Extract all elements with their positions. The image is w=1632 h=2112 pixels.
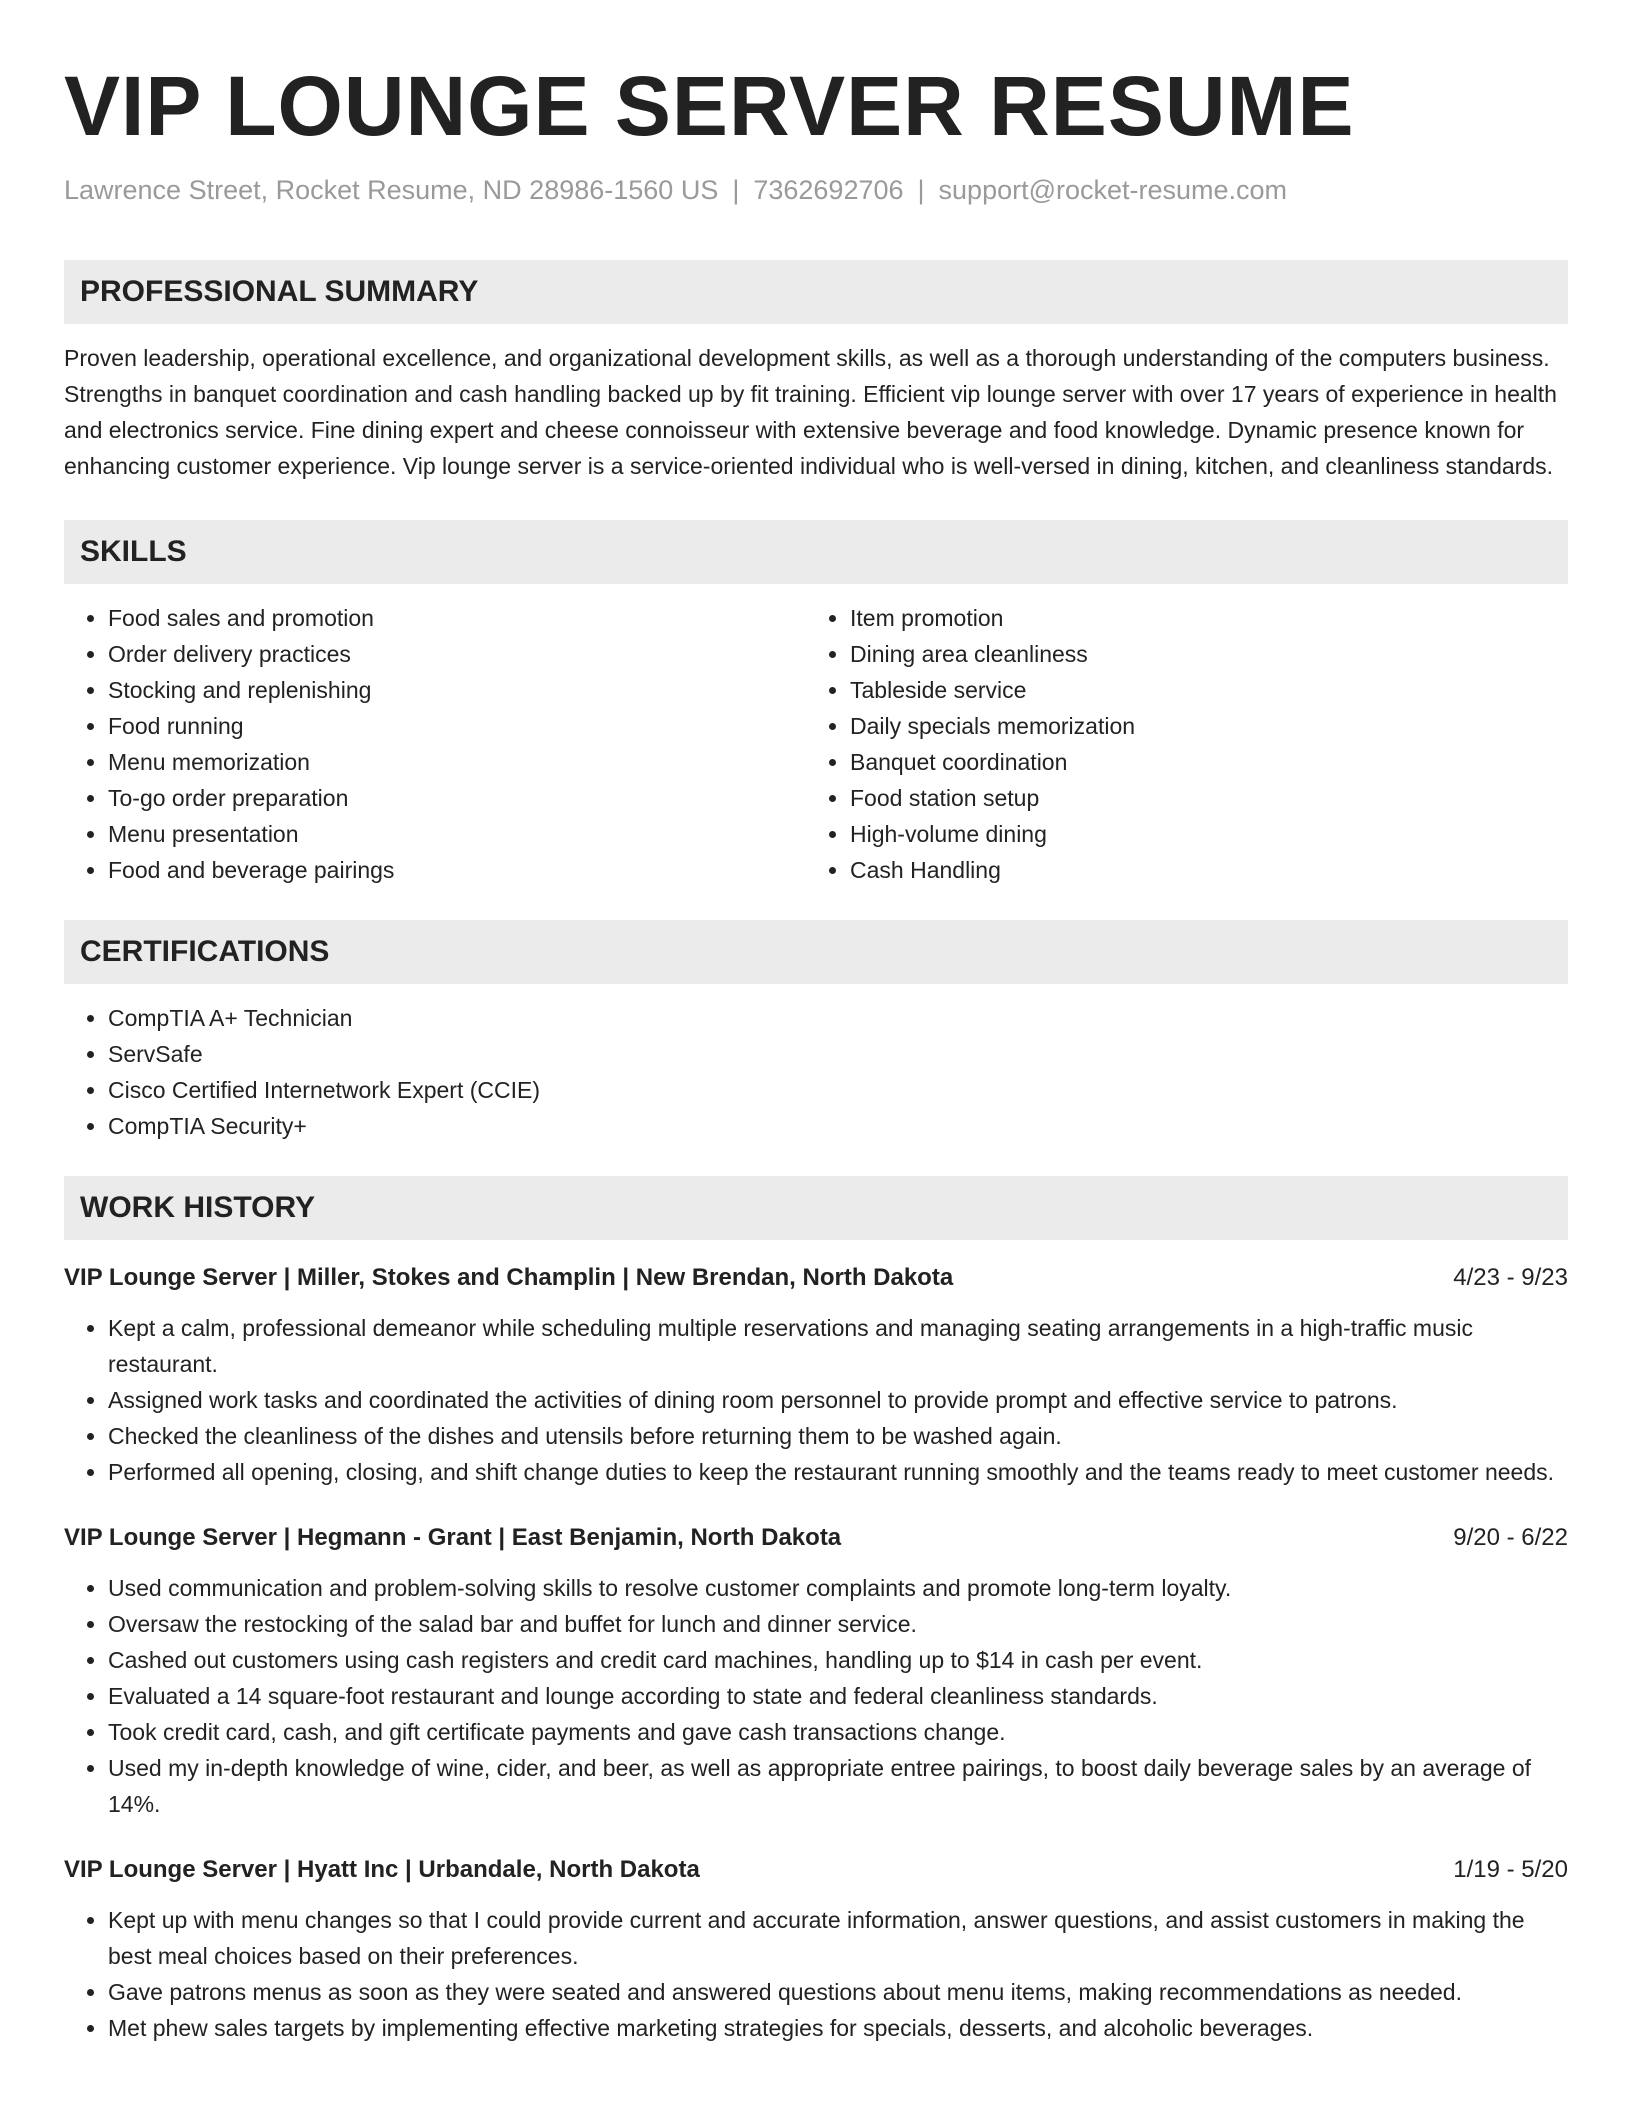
job-bullet: • Gave patrons menus as soon as they were seated and answered questions about menu items, making recommendations as needed.: [108, 1974, 1568, 2010]
job-dates: 4/23 - 9/23: [1453, 1264, 1568, 1291]
job-bullet: • Used my in-depth knowledge of wine, cider, and beer, as well as appropriate entree pairings, to boost daily beverage sales by an average of 14%.: [108, 1750, 1568, 1822]
job-title: VIP Lounge Server | Hegmann - Grant | East Benjamin, North Dakota: [64, 1524, 842, 1551]
job-bullet: • Oversaw the restocking of the salad bar and buffet for lunch and dinner service.: [108, 1606, 1568, 1642]
skills-list-right: [806, 600, 1548, 888]
job-entry: [64, 1520, 1568, 1822]
job-bullet: • Cashed out customers using cash registers and credit card machines, handling up to $14 in cash per event.: [108, 1642, 1568, 1678]
skill-item: • To-go order preparation: [108, 780, 806, 816]
certification-item: • ServSafe: [108, 1036, 1568, 1072]
section-header-certifications: CERTIFICATIONS: [64, 920, 1568, 984]
skills-columns: [64, 600, 1568, 888]
certifications-list: [64, 1000, 1568, 1144]
job-bullet: • Checked the cleanliness of the dishes and utensils before returning them to be washed again.: [108, 1418, 1568, 1454]
skill-item: • Daily specials memorization: [850, 708, 1548, 744]
skill-item: • Food station setup: [850, 780, 1548, 816]
job-header: [64, 1520, 1568, 1556]
job-bullet: • Took credit card, cash, and gift certificate payments and gave cash transactions change.: [108, 1714, 1568, 1750]
job-title: VIP Lounge Server | Hyatt Inc | Urbandale, North Dakota: [64, 1856, 700, 1883]
job-entry: [64, 1260, 1568, 1490]
skill-item: • Cash Handling: [850, 852, 1548, 888]
skill-item: • Item promotion: [850, 600, 1548, 636]
contact-address: Lawrence Street, Rocket Resume, ND 28986-1560 US: [64, 175, 719, 205]
skill-item: • Food running: [108, 708, 806, 744]
job-bullet: • Used communication and problem-solving skills to resolve customer complaints and promote long-term loyalty.: [108, 1570, 1568, 1606]
job-bullet: • Performed all opening, closing, and shift change duties to keep the restaurant running smoothly and the teams ready to meet customer needs.: [108, 1454, 1568, 1490]
section-header-work-history: WORK HISTORY: [64, 1176, 1568, 1240]
section-header-summary: PROFESSIONAL SUMMARY: [64, 260, 1568, 324]
skill-item: • Food sales and promotion: [108, 600, 806, 636]
contact-separator: |: [732, 175, 740, 205]
skill-item: • Stocking and replenishing: [108, 672, 806, 708]
job-entry: [64, 1852, 1568, 2046]
skills-list-left: [64, 600, 806, 888]
job-bullet: • Kept up with menu changes so that I could provide current and accurate information, answer questions, and assist customers in making the best meal choices based on their preferences.: [108, 1902, 1568, 1974]
certification-item: • Cisco Certified Internetwork Expert (CCIE): [108, 1072, 1568, 1108]
certification-item: • CompTIA A+ Technician: [108, 1000, 1568, 1036]
certification-item: • CompTIA Security+: [108, 1108, 1568, 1144]
skill-item: • Menu presentation: [108, 816, 806, 852]
job-bullet: • Kept a calm, professional demeanor while scheduling multiple reservations and managing seating arrangements in a high-traffic music restaurant.: [108, 1310, 1568, 1382]
contact-phone: 7362692706: [753, 175, 904, 205]
skill-item: • Dining area cleanliness: [850, 636, 1548, 672]
contact-line: [64, 172, 1568, 208]
contact-separator: |: [917, 175, 925, 205]
job-header: [64, 1852, 1568, 1888]
job-header: [64, 1260, 1568, 1296]
certifications-block: [64, 1000, 1568, 1144]
job-dates: 9/20 - 6/22: [1453, 1524, 1568, 1551]
job-bullet: • Assigned work tasks and coordinated the activities of dining room personnel to provide prompt and effective service to patrons.: [108, 1382, 1568, 1418]
job-bullets: [64, 1570, 1568, 1822]
resume-title: VIP LOUNGE SERVER RESUME: [64, 59, 1355, 153]
skill-item: • Food and beverage pairings: [108, 852, 806, 888]
skill-item: • High-volume dining: [850, 816, 1548, 852]
skill-item: • Menu memorization: [108, 744, 806, 780]
summary-text: Proven leadership, operational excellence, and organizational development skills, as well as a thorough understanding of the computers business. Strengths in banquet coordination and cash handling backed up by fit training. Efficient vip lounge server with over 17 years of experience in health and electronics service. Fine dining expert and cheese connoisseur with extensive beverage and food knowledge. Dynamic presence known for enhancing customer experience. Vip lounge server is a service-oriented individual who is well-versed in dining, kitchen, and cleanliness standards.: [64, 345, 1557, 479]
job-bullets: [64, 1310, 1568, 1490]
skill-item: • Tableside service: [850, 672, 1548, 708]
contact-email: support@rocket-resume.com: [938, 175, 1288, 205]
job-dates: 1/19 - 5/20: [1453, 1856, 1568, 1883]
job-bullet: • Met phew sales targets by implementing effective marketing strategies for specials, desserts, and alcoholic beverages.: [108, 2010, 1568, 2046]
job-bullets: [64, 1902, 1568, 2046]
skill-item: • Order delivery practices: [108, 636, 806, 672]
section-header-skills: SKILLS: [64, 520, 1568, 584]
skill-item: • Banquet coordination: [850, 744, 1548, 780]
job-title: VIP Lounge Server | Miller, Stokes and Champlin | New Brendan, North Dakota: [64, 1264, 954, 1291]
job-bullet: • Evaluated a 14 square-foot restaurant and lounge according to state and federal cleanliness standards.: [108, 1678, 1568, 1714]
